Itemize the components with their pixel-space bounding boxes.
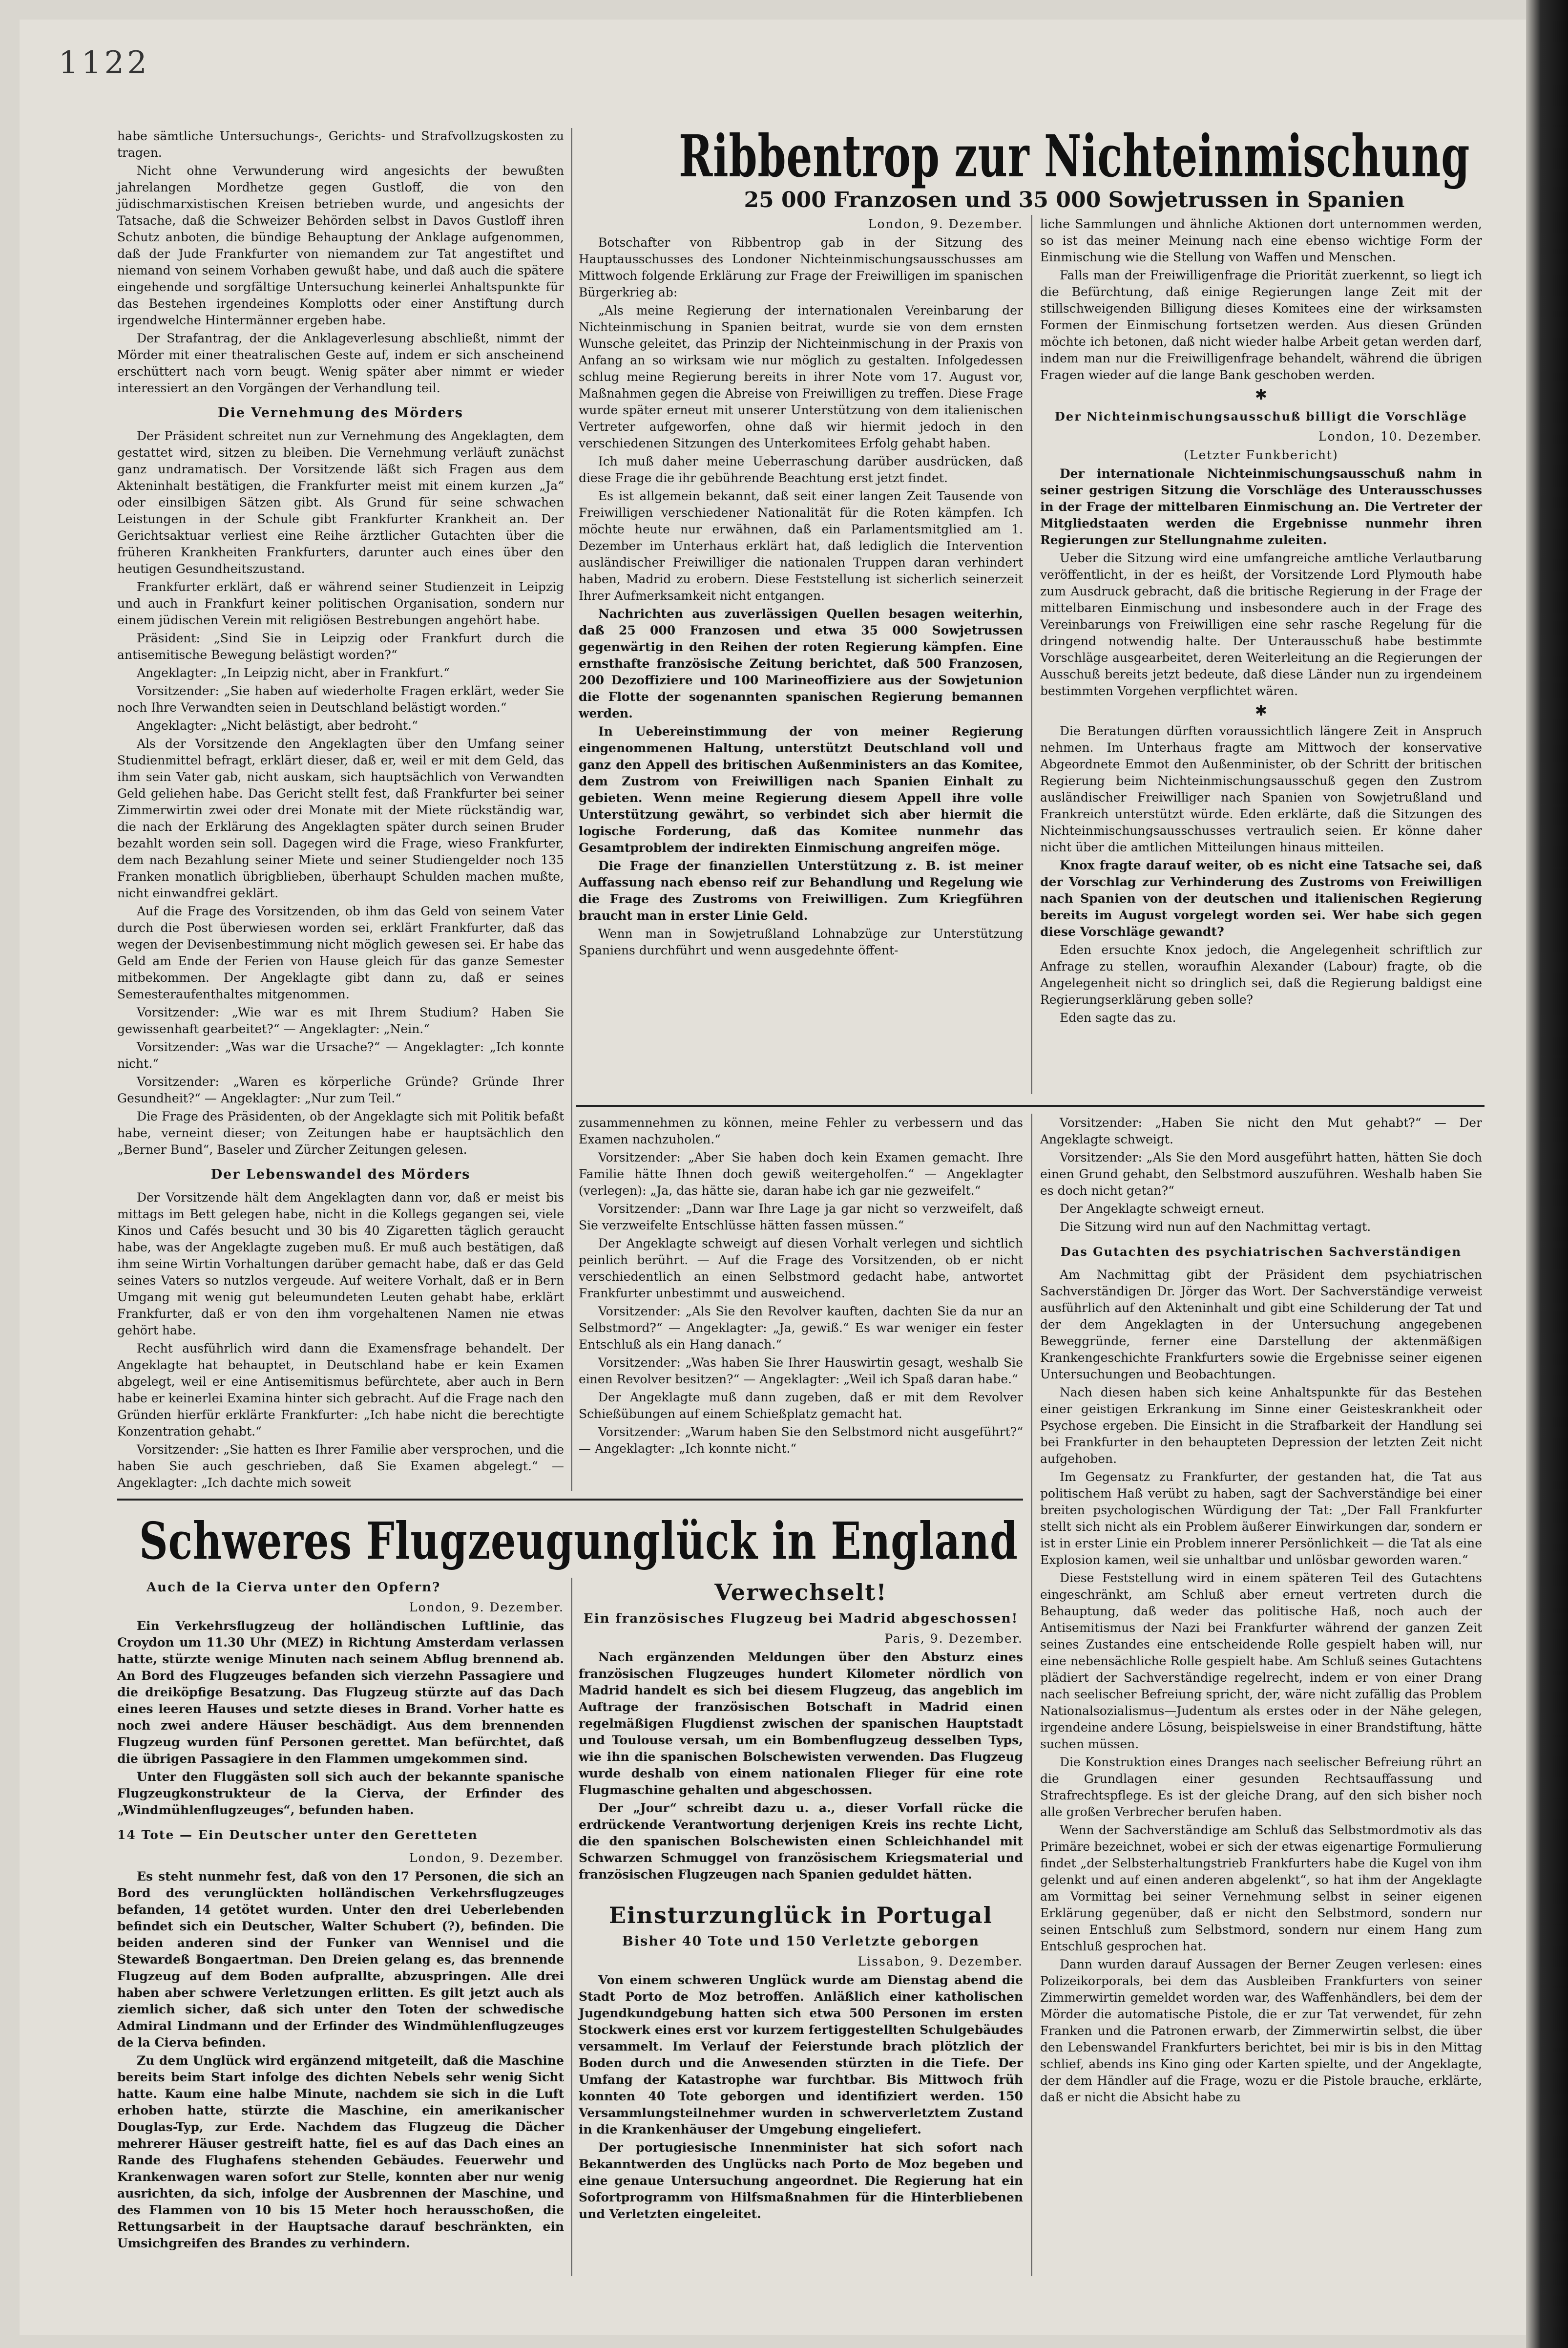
section-heading: 14 Tote — Ein Deutscher unter den Geretteten: [117, 1828, 478, 1842]
paragraph: Vorsitzender: „Was haben Sie Ihrer Hauswirtin gesagt, weshalb Sie einen Revolver besitzen?“ — Angeklagter: „Weil ich Spaß daran habe.“: [579, 1355, 1023, 1386]
paragraph: Die Sitzung wird nun auf den Nachmittag vertagt.: [1060, 1220, 1371, 1234]
dateline: Lissabon, 9. Dezember.: [857, 1954, 1023, 1968]
horizontal-rule: [576, 1105, 1484, 1107]
paragraph: Der Vorsitzende hält dem Angeklagten dann vor, daß er meist bis mittags im Bett gelegen habe, nicht in die Kollegs gegangen sei, viele Kinos und Cafés besucht und 30 bis 40 Zigaretten täglich geraucht habe, was der Angeklagte zugeben muß. Er muß auch bestätigen, daß ihm seine Wirtin Vorhaltungen darüber gemacht habe, daß er das Geld seines Vaters so nutzlos vergeude. Auf weitere Vorhalt, daß er in Bern Umgang mit wenig gut beleumundeten Leuten gehabt habe, erklärt Frankfurter, daß er von den ihm vorgehaltenen Namen nie etwas gehört habe.: [117, 1190, 564, 1337]
paragraph: Nicht ohne Verwunderung wird angesichts der bewußten jahrelangen Mordhetze gegen Gustloff, die von den jüdischmarxistischen Kreisen betrieben wurde, und angesichts der Tatsache, daß die Schweizer Behörden selbst in Davos Gustloff ihren Schutz anboten, die bündige Behauptung der Anklage aufgenommen, daß der Jude Frankfurter von niemandem zur Tat angestiftet und niemand von seinem Vorhaben gewußt habe, und daß auch die spätere eingehende und sorgfältige Untersuchung keinerlei Anhaltspunkte für das Bestehen irgendeines Komplotts oder einer Anstiftung durch irgendwelche Hintermänner ergeben habe.: [117, 164, 564, 327]
paragraph: Wenn der Sachverständige am Schluß das Selbstmordmotiv als das Primäre bezeichnet, wobei er sich der etwas eigenartige Formulierung findet „der Selbsterhaltungstrieb Frankfurters habe die Kugel von ihm gelenkt und auf einen anderen abgelenkt“, so hat ihm der Angeklagte am Vormittag bei seiner Vernehmung selbst in seiner eigenen Erklärung gegenüber, daß er nicht den Selbstmord, sondern nur seinen Entschluß zum Selbstmord, sondern nur einem Hang zum Entschluß gesprochen hat.: [1040, 1823, 1482, 1953]
paragraph: Der internationale Nichteinmischungsausschuß nahm in seiner gestrigen Sitzung die Vorschläge des Unterausschusses in der Frage der mittelbaren Einmischung an. Die Vertreter der Mitgliedstaaten werden die Ergebnisse nunmehr ihren Regierungen zur Stellungnahme zuleiten.: [1040, 466, 1482, 547]
paragraph: Nachrichten aus zuverlässigen Quellen besagen weiterhin, daß 25 000 Franzosen und etwa 35 000 Sowjetrussen gegenwärtig in den Reihen der roten Regierung kämpfen. Eine ernsthafte französische Zeitung berichtet, daß 500 Franzosen, 200 Dezoffiziere und 100 Marineoffiziere aus der Sowjetunion die Flotte der sogenannten spanischen Regierung bemannen werden.: [579, 607, 1023, 720]
paragraph: Diese Feststellung wird in einem späteren Teil des Gutachtens eingeschränkt, am Schluß aber erneut vertreten durch die Behauptung, daß weder das politische Haß, noch auch der Antisemitismus der Nazi bei Frankfurter während der ganzen Zeit seines Zustandes eine entscheidende Rolle gespielt haben will, nur eine nebensächliche Rolle gespielt habe. Am Schluß seines Gutachtens plädiert der Sachverständige regelrecht, indem er von einer Drang nach seelischer Befreiung spricht, der, wäre nicht zufällig das Problem Nationalsozialismus—Judentum als erstes oder in der Nähe gelegen, irgendeine andere Lösung, beispielsweise in einer Brandstiftung, hätte suchen müssen.: [1040, 1571, 1482, 1751]
paragraph: Die Konstruktion eines Dranges nach seelischer Befreiung rührt an die Grundlagen einer gesunden Rechtsauffassung und Strafrechtspflege. Es ist der gleiche Drang, auf den sich bisher noch alle großen Verbrecher berufen haben.: [1040, 1755, 1482, 1819]
paragraph: liche Sammlungen und ähnliche Aktionen dort unternommen werden, so ist das meiner Meinung nach eine ebenso wichtige Form der Einmischung wie die Stellung von Waffen und Menschen.: [1040, 217, 1482, 264]
paragraph: Angeklagter: „In Leipzig nicht, aber in Frankfurt.“: [137, 666, 450, 680]
paragraph: Von einem schweren Unglück wurde am Dienstag abend die Stadt Porto de Moz betroffen. Anläßlich einer katholischen Jugendkundgebung hatten sich etwa 500 Personen im ersten Stockwerk eines erst vor kurzem fertiggestellten Schulgebäudes versammelt. Im Verlauf der Feierstunde brach plötzlich der Boden durch und die Anwesenden stürzten in die Tiefe. Der Umfang der Katastrophe war furchtbar. Bis Mittwoch früh konnten 40 Tote geborgen und identifiziert werden. 150 Versammlungsteilnehmer wurden in schwerverletztem Zustand in die Krankenhäuser der Umgebung eingeliefert.: [579, 1973, 1023, 2136]
separator-star: ✱: [1254, 386, 1268, 403]
plane-crash-column: [117, 1578, 564, 2253]
source-note: (Letzter Funkbericht): [1184, 448, 1338, 462]
paragraph: Vorsitzender: „Als Sie den Revolver kauften, dachten Sie da nur an Selbstmord?“ — Angeklagter: „Ja, gewiß.“ Es war weniger ein fester Entschluß als ein Hang danach.“: [579, 1304, 1023, 1352]
section-heading: Auch de la Cierva unter den Opfern?: [146, 1580, 441, 1595]
paragraph: Zu dem Unglück wird ergänzend mitgeteilt, daß die Maschine bereits beim Start infolge des dichten Nebels sehr wenig Sicht hatte. Kaum eine halbe Minute, nachdem sie sich in die Luft erhoben hatte, stürzte die Maschine, ein amerikanischer Douglas-Typ, zur Erde. Nachdem das Flugzeug die Dächer mehrerer Häuser gestreift hatte, fiel es auf das Dach eines an Rande des Flughafens stehenden Gebäudes. Feuerwehr und Krankenwagen waren sofort zur Stelle, konnten aber nur wenig ausrichten, da sich, infolge der Ausbrennen der Maschine, und des Flammen von 10 bis 15 Meter hoch herausschoßen, die Rettungsarbeit in der Hauptsache darauf beschränkten, ein Umsichgreifen des Brandes zu verhindern.: [117, 2053, 564, 2250]
paragraph: Nach diesen haben sich keine Anhaltspunkte für das Bestehen einer geistigen Erkrankung im Sinne einer Geisteskrankheit oder Psychose ergeben. Die Einsicht in die Strafbarkeit der Handlung sei bei Frankfurter in den behaupteten Depression der letzten Zeit nicht aufgehoben.: [1040, 1385, 1482, 1466]
paragraph: Wenn man in Sowjetrußland Lohnabzüge zur Unterstützung Spaniens durchführt und wenn ausgedehnte öffent-: [579, 927, 1023, 957]
paragraph: Vorsitzender: „Sie haben auf wiederholte Fragen erklärt, weder Sie noch Ihre Verwandten seien in Deutschland belästigt worden.“: [117, 684, 564, 715]
paragraph: Vorsitzender: „Aber Sie haben doch kein Examen gemacht. Ihre Familie hätte Ihnen doch gewiß weitergeholfen.“ — Angeklagter (verlegen): „Ja, das hätte sie, daran habe ich gar nie gezweifelt.“: [579, 1150, 1023, 1198]
paragraph: Frankfurter erklärt, daß er während seiner Studienzeit in Leipzig und auch in Frankfurt keiner politischen Organisation, sondern nur einem jüdischen Verein mit religiösen Bestrebungen angehört habe.: [117, 580, 564, 627]
column-divider: [1031, 1114, 1032, 2276]
paragraph: Der Angeklagte schweigt auf diesen Vorhalt verlegen und sichtlich peinlich berührt. — Auf die Frage des Vorsitzenden, ob er nicht verschiedentlich an einen Selbstmord gedacht habe, antwortet Frankfurter unbestimmt und ausweichend.: [579, 1236, 1023, 1300]
paragraph: Ich muß daher meine Ueberraschung darüber ausdrücken, daß diese Frage die ihr gebührende Beachtung erst jetzt findet.: [579, 454, 1023, 485]
paragraph: Der portugiesische Innenminister hat sich sofort nach Bekanntwerden des Unglücks nach Porto de Moz begeben und eine genaue Untersuchung angeordnet. Die Regierung hat ein Sofortprogramm von Hilfsmaßnahmen für die Hinterbliebenen und Verletzten eingeleitet.: [579, 2140, 1023, 2221]
ribbentrop-headline: Ribbentrop zur Nichteinmischung: [679, 122, 1470, 190]
paragraph: Vorsitzender: „Als Sie den Mord ausgeführt hatten, hätten Sie doch einen Grund gehabt, den Selbstmord auszuführen. Weshalb haben Sie es doch nicht getan?“: [1040, 1150, 1482, 1198]
paragraph: Es steht nunmehr fest, daß von den 17 Personen, die sich an Bord des verunglückten holländischen Verkehrsflugzeuges befanden, 14 getötet wurden. Unter den drei Ueberlebenden befindet sich ein Deutscher, Walter Schubert (?), befinden. Die beiden anderen sind der Funker van Wennisel und die Stewardeß Bongaertman. Den Dreien gelang es, das brennende Flugzeug auf dem Boden aufprallte, abzuspringen. Alle drei haben aber schwere Verletzungen erlitten. Es gilt jetzt auch als ziemlich sicher, daß sich unter den Toten der schwedische Admiral Lindmann und der Erfinder des Windmühlenflugzeuges de la Cierva befinden.: [117, 1869, 564, 2050]
paragraph: Ein Verkehrsflugzeug der holländischen Luftlinie, das Croydon um 11.30 Uhr (MEZ) in Richtung Amsterdam verlassen hatte, stürzte wenige Minuten nach seinem Abflug brennend ab. An Bord des Flugzeuges befanden sich vierzehn Passagiere und die dreiköpfige Besatzung. Das Flugzeug stürzte auf das Dach eines leeren Hauses und setzte dieses in Brand. Vorher hatte es noch zwei andere Häuser beschädigt. Aus dem brennenden Flugzeug wurden fünf Personen gerettet. Man befürchtet, daß die übrigen Passagiere in den Flammen umgekommen sind.: [117, 1619, 564, 1766]
section-heading: Der Nichteinmischungsausschuß billigt die Vorschläge: [1055, 409, 1467, 423]
paragraph: Vorsitzender: „Sie hatten es Ihrer Familie aber versprochen, und die haben Sie auch geschrieben, daß Sie Examen abgelegt.“ — Angeklagter: „Ich dachte mich soweit: [117, 1442, 564, 1490]
paragraph: Es ist allgemein bekannt, daß seit einer langen Zeit Tausende von Freiwilligen verschiedener Nationalität für die Roten kämpfen. Ich möchte heute nur erwähnen, daß ein Parlamentsmitglied am 1. Dezember im Unterhaus erklärt hat, daß lediglich die Intervention ausländischer Freiwilliger die nationalen Truppen daran verhindert haben, Madrid zu erobern. Diese Feststellung ist sicherlich seinerzeit Ihrer Aufmerksamkeit nicht entgangen.: [579, 489, 1023, 603]
paragraph: Vorsitzender: „Wie war es mit Ihrem Studium? Haben Sie gewissenhaft gearbeitet?“ — Angeklagter: „Nein.“: [117, 1005, 564, 1036]
paragraph: Die Frage des Präsidenten, ob der Angeklagte sich mit Politik befaßt habe, verneint dieser; von Zeitungen habe er hauptsächlich den „Berner Bund“, Baseler und Zürcher Zeitungen gelesen.: [117, 1109, 564, 1157]
paragraph: Die Frage der finanziellen Unterstützung z. B. ist meiner Auffassung nach ebenso reif zur Behandlung und Regelung wie die Frage des Zustroms von Freiwilligen. Zum Kriegführen braucht man in erster Linie Geld.: [579, 859, 1023, 923]
paragraph: Eden sagte das zu.: [1060, 1011, 1176, 1025]
paragraph: In Uebereinstimmung der von meiner Regierung eingenommenen Haltung, unterstützt Deutschland voll und ganz den Appell des britischen Außenministers an das Komitee, dem Zustrom von Freiwilligen nach Spanien Einhalt zu gebieten. Wenn meine Regierung diesem Appell ihre volle Unterstützung gewährt, so verbindet sich aber hiermit die logische Forderung, daß das Komitee nunmehr das Gesamtproblem der indirekten Einmischung angreifen möge.: [579, 724, 1023, 855]
paragraph: Botschafter von Ribbentrop gab in der Sitzung des Hauptausschusses des Londoner Nichteinmischungsausschusses am Mittwoch folgende Erklärung zur Frage der Freiwilligen im spanischen Bürgerkrieg ab:: [579, 235, 1023, 299]
dateline: Paris, 9. Dezember.: [884, 1631, 1023, 1646]
section-heading: Die Vernehmung des Mörders: [218, 405, 463, 421]
ribbentrop-subheadline: 25 000 Franzosen und 35 000 Sowjetrussen in Spanien: [744, 188, 1405, 212]
paragraph: Der Präsident schreitet nun zur Vernehmung des Angeklagten, dem gestattet wird, sitzen zu bleiben. Die Vernehmung verläuft zunächst ganz undramatisch. Der Vorsitzende läßt sich Fragen aus dem Akteninhalt bestätigen, die Frankfurter meist mit einem kurzen „Ja“ oder einsilbigen Sätzen gibt. Als Grund für seine schwachen Leistungen in der Schule gibt Frankfurter Krankheit an. Der Gerichtsaktuar verliest eine Reihe ärztlicher Gutachten über die früheren Krankheiten Frankfurters, darunter auch eines über den heutigen Gesundheitszustand.: [117, 429, 564, 576]
separator-star: ✱: [1254, 702, 1268, 719]
paragraph: Auf die Frage des Vorsitzenden, ob ihm das Geld von seinem Vater durch die Post überwiesen worden sei, erklärt Frankfurter, daß das wegen der Devisenbestimmung nicht möglich gewesen sei. Er habe das Geld am Ende der Ferien von Hause gleich für das ganze Semester mitbekommen. Der Angeklagte gibt dann zu, daß er seines Semesteraufenthaltes mitgenommen.: [117, 904, 564, 1001]
section-heading: Das Gutachten des psychiatrischen Sachverständigen: [1060, 1245, 1462, 1259]
paragraph: Angeklagter: „Nicht belästigt, aber bedroht.“: [137, 719, 418, 733]
section-headline: Einsturzunglück in Portugal: [608, 1902, 993, 1928]
paragraph: „Als meine Regierung der internationalen Vereinbarung der Nichteinmischung in Spanien beitrat, wurde sie von dem ernsten Wunsche geleitet, das Prinzip der Nichteinmischung in der Praxis von Anfang an so wirksam wie nur möglich zu gestalten. Infolgedessen schlug meine Regierung bereits in ihrer Note vom 17. August vor, Maßnahmen gegen die Abreise von Freiwilligen zu treffen. Diese Frage wurde später erneut mit unserer Unterstützung von dem italienischen Vertreter aufgeworfen, ohne daß wir hiermit jedoch in den verschiedenen Sitzungen des Unterkomitees Erfolg gehabt haben.: [579, 303, 1023, 450]
paragraph: Ueber die Sitzung wird eine umfangreiche amtliche Verlautbarung veröffentlicht, in der es heißt, der Vorsitzende Lord Plymouth habe zum Ausdruck gebracht, daß die britische Regierung in der Frage der mittelbaren Einmischung und insbesondere auch in der Frage des Vereinbarungs von Freiwilligen eine sehr rasche Regelung für die dringend notwendig halte. Der Unterausschuß habe bestimmte Vorschläge ausgearbeitet, deren Weiterleitung an die Regierungen der Ausschuß bereits jetzt bedeute, daß diese Länder nun zu irgendeinem bestimmten Vorgehen verpflichtet wären.: [1040, 551, 1482, 698]
paragraph: habe sämtliche Untersuchungs-, Gerichts- und Strafvollzugskosten zu tragen.: [117, 129, 564, 160]
confused-plane-column: [579, 1578, 1023, 2224]
paragraph: Nach ergänzenden Meldungen über den Absturz eines französischen Flugzeuges hundert Kilometer nördlich von Madrid handelt es sich bei diesem Flugzeug, das angeblich im Auftrage der französischen Botschaft in Madrid einen regelmäßigen Flugdienst zwischen der spanischen Hauptstadt und Toulouse versah, um ein Bombenflugzeug desselben Typs, wie ihn die spanischen Bolschewisten verwenden. Das Flugzeug wurde deshalb von einem nationalen Flieger für eine rote Flugmaschine gehalten und abgeschossen.: [579, 1650, 1023, 1797]
dateline: London, 9. Dezember.: [409, 1600, 564, 1614]
paragraph: Präsident: „Sind Sie in Leipzig oder Frankfurt durch die antisemitische Bewegung belästigt worden?“: [117, 631, 564, 662]
paragraph: Im Gegensatz zu Frankfurter, der gestanden hat, die Tat aus politischem Haß verübt zu haben, sagt der Sachverständige bei einer breiten psychologischen Würdigung der Tat: „Der Fall Frankfurter stellt sich nicht als ein Problem äußerer Einwirkungen dar, sondern er ist in erster Linie ein Problem innerer Persönlichkeit — die Tat als eine Explosion kamen, weil sie unhaltbar und unlösbar geworden waren.“: [1040, 1470, 1482, 1567]
paragraph: Der Strafantrag, der die Anklageverlesung abschließt, nimmt der Mörder mit einer theatralischen Geste auf, indem er sich anscheinend erschüttert nach vorn beugt. Wenig später aber nimmt er wieder interessiert an den Vorgängen der Verhandlung teil.: [117, 331, 564, 395]
column-divider: [571, 128, 572, 1491]
paragraph: Recht ausführlich wird dann die Examensfrage behandelt. Der Angeklagte hat behauptet, in Deutschland habe er kein Examen abgelegt, weil er eine Antisemitismus befürchtete, aber auch in Bern habe er keinerlei Examina hinter sich gebracht. Auf die Frage nach den Gründen hierfür erklärte Frankfurter: „Ich habe nicht die berechtigte Konzentration gehabt.“: [117, 1341, 564, 1438]
dateline: London, 10. Dezember.: [1318, 429, 1482, 444]
paragraph: Knox fragte darauf weiter, ob es nicht eine Tatsache sei, daß der Vorschlag zur Verhinderung des Zustroms von Freiwilligen nach Spanien von der deutschen und italienischen Regierung bereits im August vorgelegt worden sei. Wer habe sich gegen diese Vorschläge gewandt?: [1040, 858, 1482, 939]
paragraph: Dann wurden darauf Aussagen der Berner Zeugen verlesen: eines Polizeikorporals, bei dem das Ausbleiben Frankfurters von seiner Zimmerwirtin gemeldet worden war, des Waffenhändlers, bei dem der Mörder die automatische Pistole, die er zur Tat verwendet, für zehn Franken und die Patronen erwarb, der Zimmerwirtin selbst, die über den Lebenswandel Frankfurters berichtet, bei mir is bis in den Mittag schlief, abends ins Kino ging oder Karten spielte, und der Angeklagte, der dem Händler auf die Frage, wozu er die Pistole brauche, erklärte, daß er nicht die Absicht habe zu: [1040, 1957, 1482, 2104]
paragraph: Die Beratungen dürften voraussichtlich längere Zeit in Anspruch nehmen. Im Unterhaus fragte am Mittwoch der konservative Abgeordnete Emmot den Außenminister, ob der Schritt der britischen Regierung beim Nichteinmischungsausschuß gegen den Zustrom ausländischer Freiwilliger nach Spanien von Sowjetrußland und Frankreich unterstützt würde. Eden erklärte, daß die Sitzungen des Nichteinmischungsausschusses vertraulich seien. Er könne daher nicht über die amtlichen Mitteilungen hinaus mitteilen.: [1040, 724, 1482, 854]
paragraph: Als der Vorsitzende den Angeklagten über den Umfang seiner Studienmittel befragt, erklärt dieser, daß er, weil er mit dem Geld, das ihm sein Vater gab, nicht auskam, sich hauptsächlich von Verwandten Geld geliehen habe. Das Gericht stellt fest, daß Frankfurter bei seiner Zimmerwirtin zwei oder drei Monate mit der Miete rückständig war, die nach der Erklärung des Angeklagten später durch seinen Bruder bezahlt worden sein soll. Dagegen wird die Frage, wieso Frankfurter, dem nach Bezahlung seiner Miete und seiner Studiengelder noch 135 Franken monatlich übrigblieben, überhaupt Schulden machen mußte, nicht einwandfrei geklärt.: [117, 737, 564, 900]
paragraph: Eden ersuchte Knox jedoch, die Angelegenheit schriftlich zur Anfrage zu stellen, woraufhin Alexander (Labour) fragte, ob die Angelegenheit nicht so dringlich sei, daß die Regierung baldigst eine Regierungserklärung geben solle?: [1040, 943, 1482, 1007]
trial-continuation-column: [579, 1115, 1023, 1459]
paragraph: Vorsitzender: „Dann war Ihre Lage ja gar nicht so verzweifelt, daß Sie verzweifelte Entschlüsse hätten fassen müssen.“: [579, 1202, 1023, 1232]
paragraph: zusammennehmen zu können, meine Fehler zu verbessern und das Examen nachzuholen.“: [579, 1116, 1023, 1146]
paragraph: Vorsitzender: „Waren es körperliche Gründe? Gründe Ihrer Gesundheit?“ — Angeklagter: „Nur zum Teil.“: [117, 1075, 564, 1105]
column-divider: [571, 1578, 572, 2276]
page-edge-shadow: [1526, 0, 1568, 2348]
paragraph: Der Angeklagte schweigt erneut.: [1060, 1202, 1265, 1216]
paragraph: Am Nachmittag gibt der Präsident dem psychiatrischen Sachverständigen Dr. Jörger das Wort. Der Sachverständige verweist ausführlich auf den Akteninhalt und gibt eine Schilderung der Tat und der dem Angeklagten in der Untersuchung angegebenen Beweggründe, ferner eine Darstellung der aktenmäßigen Krankengeschichte Frankfurters sowie die Ergebnisse seiner eigenen Untersuchungen und Beobachtungen.: [1040, 1268, 1482, 1381]
trial-expert-column: [1040, 1115, 1482, 2107]
column-divider: [1031, 215, 1032, 1094]
section-heading: Ein französisches Flugzeug bei Madrid abgeschossen!: [583, 1611, 1019, 1626]
paragraph: Unter den Fluggästen soll sich auch der bekannte spanische Flugzeugkonstrukteur de la Cierva, der Erfinder des „Windmühlenflugzeuges“, befunden haben.: [117, 1770, 564, 1817]
trial-article-column-1: [117, 128, 564, 1493]
page-number: 1122: [59, 45, 150, 81]
paragraph: Der „Jour“ schreibt dazu u. a., dieser Vorfall rücke die erdrückende Verantwortung derjenigen Kreis ins rechte Licht, die den spanischen Bolschewisten einen Schleichhandel mit Schwarzen Schmuggel von französischem Kriegsmaterial und französischen Flugzeugen nach Spanien geduldet hätten.: [579, 1801, 1023, 1882]
ribbentrop-column-right: [1040, 216, 1482, 1028]
paragraph: Vorsitzender: „Haben Sie nicht den Mut gehabt?“ — Der Angeklagte schweigt.: [1040, 1116, 1482, 1146]
ribbentrop-column-left: [579, 216, 1023, 960]
paragraph: Falls man der Freiwilligenfrage die Priorität zuerkennt, so liegt ich die Befürchtung, daß einige Regierungen lange Zeit mit der stillschweigenden Billigung dieses Komitees eine der wirksamsten Formen der Einmischung fortsetzen werden. Aus diesen Gründen möchte ich betonen, daß nicht wieder halbe Arbeit getan werden darf, indem man nur die Freiwilligenfrage behandelt, während die übrigen Fragen wieder auf die lange Bank geschoben werden.: [1040, 268, 1482, 382]
dateline: London, 9. Dezember.: [409, 1851, 564, 1865]
dateline: London, 9. Dezember.: [868, 217, 1023, 231]
paragraph: Der Angeklagte muß dann zugeben, daß er mit dem Revolver Schießübungen auf einem Schießplatz gemacht hat.: [579, 1390, 1023, 1421]
paragraph: Vorsitzender: „Was war die Ursache?“ — Angeklagter: „Ich konnte nicht.“: [117, 1040, 564, 1071]
section-headline: Verwechselt!: [714, 1579, 887, 1606]
section-heading: Bisher 40 Tote und 150 Verletzte geborgen: [622, 1934, 980, 1949]
section-heading: Der Lebenswandel des Mörders: [210, 1167, 471, 1182]
paragraph: Vorsitzender: „Warum haben Sie den Selbstmord nicht ausgeführt?“ — Angeklagter: „Ich konnte nicht.“: [579, 1425, 1023, 1456]
plane-crash-headline: Schweres Flugzeugunglück in England: [139, 1511, 1018, 1571]
horizontal-rule: [117, 1499, 1023, 1501]
